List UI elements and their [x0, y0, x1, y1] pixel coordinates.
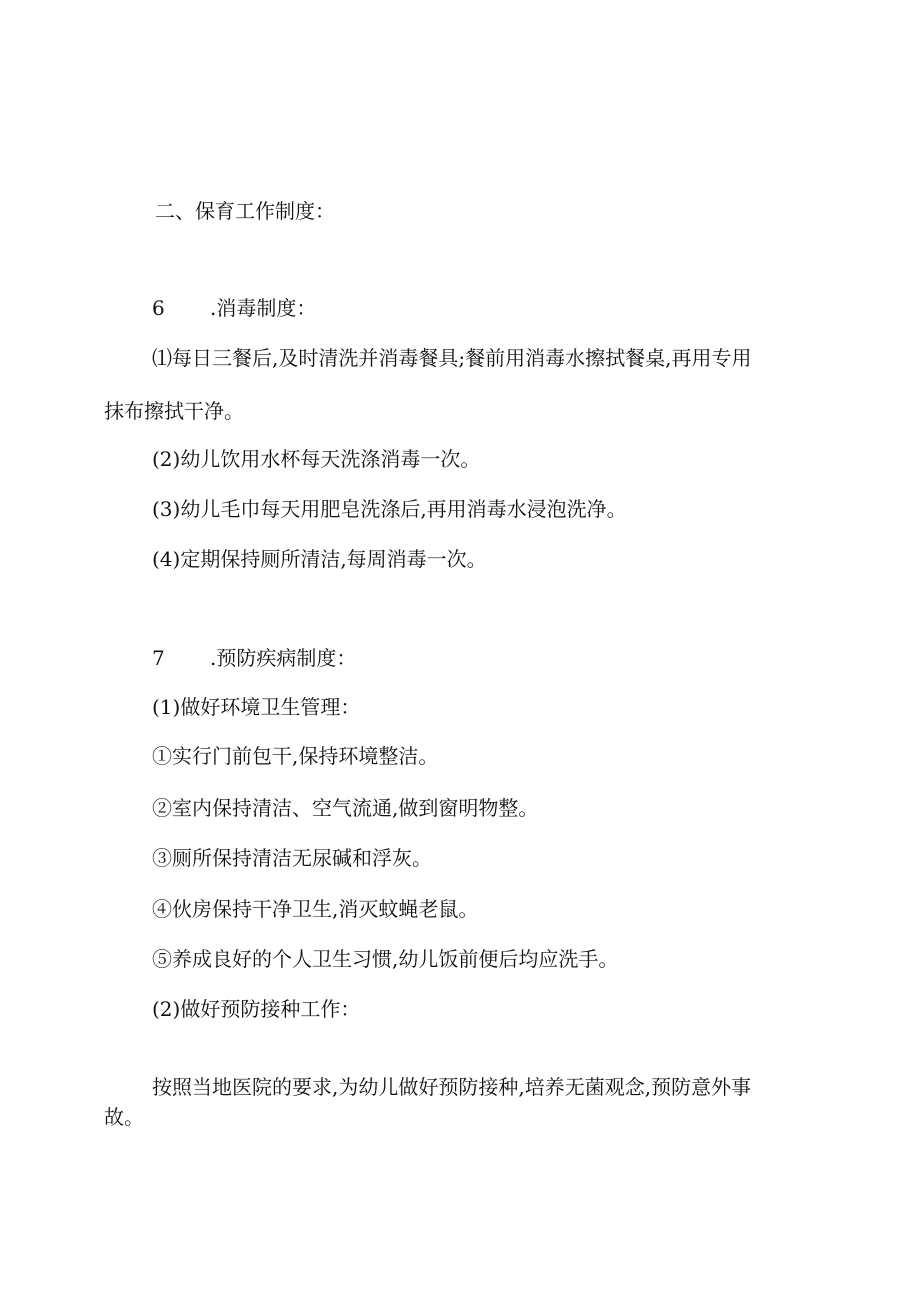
section-heading: 二、保育工作制度：: [155, 199, 335, 223]
item6-point4: (4)定期保持厕所清洁,每周消毒一次。: [152, 547, 487, 571]
item7-subpoint1: (1)做好环境卫生管理：: [152, 695, 361, 719]
item6-point2: (2)幼儿饮用水杯每天洗涤消毒一次。: [152, 447, 481, 471]
item7-circled2: ②室内保持清洁、空气流通,做到窗明物整。: [152, 796, 539, 820]
item6-heading: [152, 295, 316, 321]
item7-circled3: ③厕所保持清洁无尿碱和浮灰。: [152, 846, 432, 870]
item6-title: .消毒制度：: [210, 296, 317, 320]
item7-circled1: ①实行门前包干,保持环境整洁。: [152, 744, 439, 768]
item6-point1-line1: ⑴每日三餐后,及时清洗并消毒餐具;餐前用消毒水擦拭餐桌,再用专用: [152, 346, 752, 370]
item7-circled5: ⑤养成良好的个人卫生习惯,幼儿饭前便后均应洗手。: [152, 947, 619, 971]
item7-number: 7: [152, 646, 165, 670]
item7-circled4: ④伙房保持干净卫生,消灭蚊蝇老鼠。: [152, 897, 479, 921]
final-paragraph-line1: 按照当地医院的要求,为幼儿做好预防接种,培养无菌观念,预防意外事: [152, 1075, 752, 1099]
item7-heading: [152, 645, 356, 671]
item7-subpoint2: (2)做好预防接种工作：: [152, 997, 361, 1021]
item6-point1-line2: 抹布擦拭干净。: [104, 399, 244, 423]
final-paragraph-line2: 故。: [104, 1105, 144, 1129]
item6-number: 6: [152, 296, 165, 320]
item7-title: .预防疾病制度：: [210, 646, 357, 670]
item6-point3: (3)幼儿毛巾每天用肥皂洗涤后,再用消毒水浸泡洗净。: [152, 497, 627, 521]
